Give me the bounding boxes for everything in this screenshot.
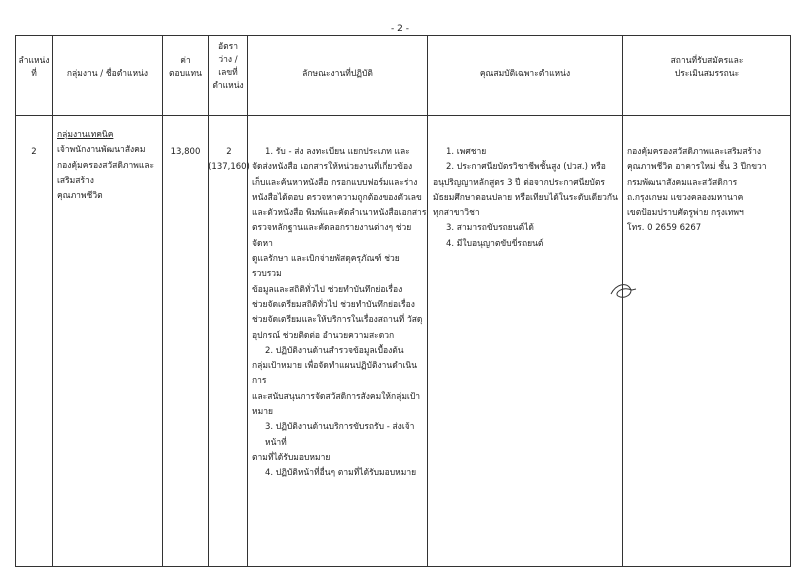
vacancy-cell bbox=[205, 145, 253, 176]
header-divider bbox=[15, 115, 791, 116]
vacancy-count: 2 bbox=[226, 147, 232, 157]
position-name: เจ้าพนักงานพัฒนาสังคม bbox=[57, 145, 146, 156]
header-number: ลำแหน่ง ที่ bbox=[18, 56, 50, 79]
header-duties: ลักษณะงานที่ปฏิบัติ bbox=[302, 69, 373, 79]
location-line: โทร. 0 2659 6267 bbox=[627, 223, 702, 234]
compensation-value: 13,800 bbox=[170, 147, 201, 157]
unit-line: คุณภาพชีวิต bbox=[57, 191, 103, 202]
duty-line: จัดส่งหนังสือ เอกสารให้หน่วยงานที่เกี่ยวข้อง bbox=[252, 162, 413, 173]
vacancy-numbers: (137,160) bbox=[208, 162, 250, 173]
duty-line: 1. รับ - ส่ง ลงทะเบียน แยกประเภท และ bbox=[265, 147, 410, 157]
header-group-position: กลุ่มงาน / ชื่อตำแหน่ง bbox=[66, 69, 149, 79]
position-cell bbox=[57, 128, 161, 204]
qualification-line: 1. เพศชาย bbox=[446, 147, 487, 157]
header-qualifications: คุณสมบัติเฉพาะตำแหน่ง bbox=[479, 69, 571, 79]
duty-line: ช่วยจัดเตรียมและให้บริการในเรื่องสถานที่ วัสดุ bbox=[252, 315, 423, 326]
location-line: เขตป้อมปราบศัตรูพ่าย กรุงเทพฯ bbox=[627, 208, 744, 219]
location-line: กรมพัฒนาสังคมและสวัสดิการ bbox=[627, 177, 738, 188]
duty-line: ตามที่ได้รับมอบหมาย bbox=[252, 452, 331, 463]
duty-line: กลุ่มเป้าหมาย เพื่อจัดทำแผนปฏิบัติงานดำเนินการ bbox=[252, 361, 418, 387]
qualification-line: อนุปริญญาหลักสูตร 3 ปี ต่อจากประกาศนียบัตร bbox=[433, 177, 605, 188]
location-list bbox=[627, 145, 790, 237]
qualification-line: มัธยมศึกษาตอนปลาย หรือเทียบได้ในระดับเดียวกัน bbox=[433, 192, 618, 203]
duty-line: ตรวจหลักฐานและคัดลอกรายงานต่างๆ ช่วยจัดหา bbox=[252, 223, 412, 249]
qualification-line: ทุกสาขาวิชา bbox=[433, 208, 480, 219]
location-line: ถ.กรุงเกษม แขวงคลองมหานาค bbox=[627, 192, 744, 203]
duty-line: ข้อมูลและสถิติทั่วไป ช่วยทำบันทึกย่อเรื่อง bbox=[252, 284, 403, 295]
location-line: กองคุ้มครองสวัสดิภาพและเสริมสร้าง bbox=[627, 147, 762, 157]
location-line: คุณภาพชีวิต อาคารใหม่ ชั้น 3 ปีกขวา bbox=[627, 162, 767, 173]
pen-scribble-mark bbox=[608, 280, 638, 302]
qualification-line: 4. มีใบอนุญาตขับขี่รถยนต์ bbox=[446, 238, 544, 249]
duty-line: อุปกรณ์ ช่วยติดต่อ อำนวยความสะดวก bbox=[252, 330, 395, 341]
qualification-line: 3. สามารถขับรถยนต์ได้ bbox=[446, 223, 534, 234]
qualification-line: 2. ประกาศนียบัตรวิชาชีพชั้นสูง (ปวส.) หรือ bbox=[446, 162, 606, 173]
duty-line: 2. ปฏิบัติงานด้านสำรวจข้อมูลเบื้องต้น bbox=[265, 345, 404, 356]
duty-line: และสนับสนุนการจัดสวัสดิการสังคมให้กลุ่มเป้าหมาย bbox=[252, 391, 421, 418]
duty-line: และตัวหนังสือ พิมพ์และคัดลำเนาหนังสือเอกสาร bbox=[252, 208, 427, 219]
qualifications-list bbox=[433, 145, 623, 252]
page-number: - 2 - bbox=[391, 24, 409, 34]
duties-cell bbox=[252, 145, 427, 482]
duty-line: หนังสือได้ตอบ ตรวจหาความถูกต้องของตัวเลข bbox=[252, 192, 422, 203]
duty-line: 3. ปฏิบัติงานด้านบริการขับรถรับ - ส่งเจ้าหน้าที่ bbox=[265, 422, 415, 448]
group-name: กลุ่มงานเทคนิค bbox=[57, 130, 114, 140]
duty-line: ช่วยจัดเตรียมสถิติทั่วไป ช่วยทำบันทึกย่อเรื่อง bbox=[252, 299, 415, 310]
row-number: 2 bbox=[31, 147, 37, 157]
location-cell bbox=[627, 145, 790, 237]
header-location: สถานที่รับสมัครและ ประเมินสมรรถนะ bbox=[670, 56, 744, 79]
unit-line: กองคุ้มครองสวัสดิภาพและเสริมสร้าง bbox=[57, 160, 155, 186]
duties-list bbox=[252, 145, 427, 482]
unit-name bbox=[57, 159, 161, 205]
duty-line: ดูแลรักษา และเบิกจ่ายพัสดุครุภัณฑ์ ช่วยรวบรวม bbox=[252, 254, 400, 280]
header-vacancy: อัตรา ว่าง / เลขที่ ตำแหน่ง bbox=[212, 42, 244, 91]
duty-line: เก็บและค้นหาหนังสือ กรอกแบบฟอร์มและร่าง bbox=[252, 177, 418, 188]
qualifications-cell bbox=[433, 145, 623, 252]
header-compensation: ค่า ตอบแทน bbox=[169, 56, 202, 79]
duty-line: 4. ปฏิบัติหน้าที่อื่นๆ ตามที่ได้รับมอบหมาย bbox=[265, 468, 417, 479]
